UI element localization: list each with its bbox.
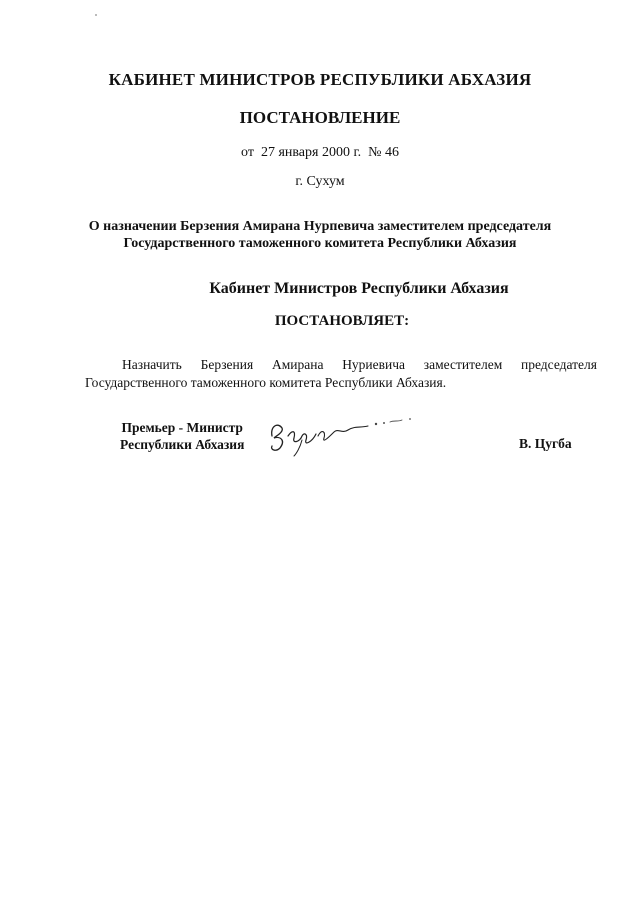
subject-line-1: О назначении Берзения Амирана Нурпевича заместителем председателя	[88, 219, 552, 234]
decree-text	[85, 356, 597, 392]
date-and-number: от 27 января 2000 г. № 46	[241, 145, 399, 160]
handwritten-signature	[264, 406, 424, 458]
decree-paragraph: Назначить Берзения Амирана Нуриевича заместителем председателя Государственного таможенного комитета Республики Абхазия.	[85, 357, 597, 390]
signatory-name: В. Цугба	[519, 436, 572, 451]
signatory-title-line-1: Премьер - Министр	[121, 420, 243, 435]
preamble-body: Кабинет Министров Республики Абхазия	[209, 280, 509, 297]
subject-line-2: Государственного таможенного комитета Республики Абхазия	[123, 236, 517, 251]
scan-speck	[95, 14, 97, 16]
document-type: ПОСТАНОВЛЕНИЕ	[239, 108, 401, 127]
signatory-title	[120, 419, 244, 453]
signatory-title-line-2: Республики Абхазия	[120, 437, 245, 452]
issue-city: г. Сухум	[295, 174, 345, 189]
preamble-verb: ПОСТАНОВЛЯЕТ:	[274, 313, 410, 329]
issuing-body-title: КАБИНЕТ МИНИСТРОВ РЕСПУБЛИКИ АБХАЗИЯ	[108, 70, 532, 89]
decree-subject	[60, 218, 580, 252]
